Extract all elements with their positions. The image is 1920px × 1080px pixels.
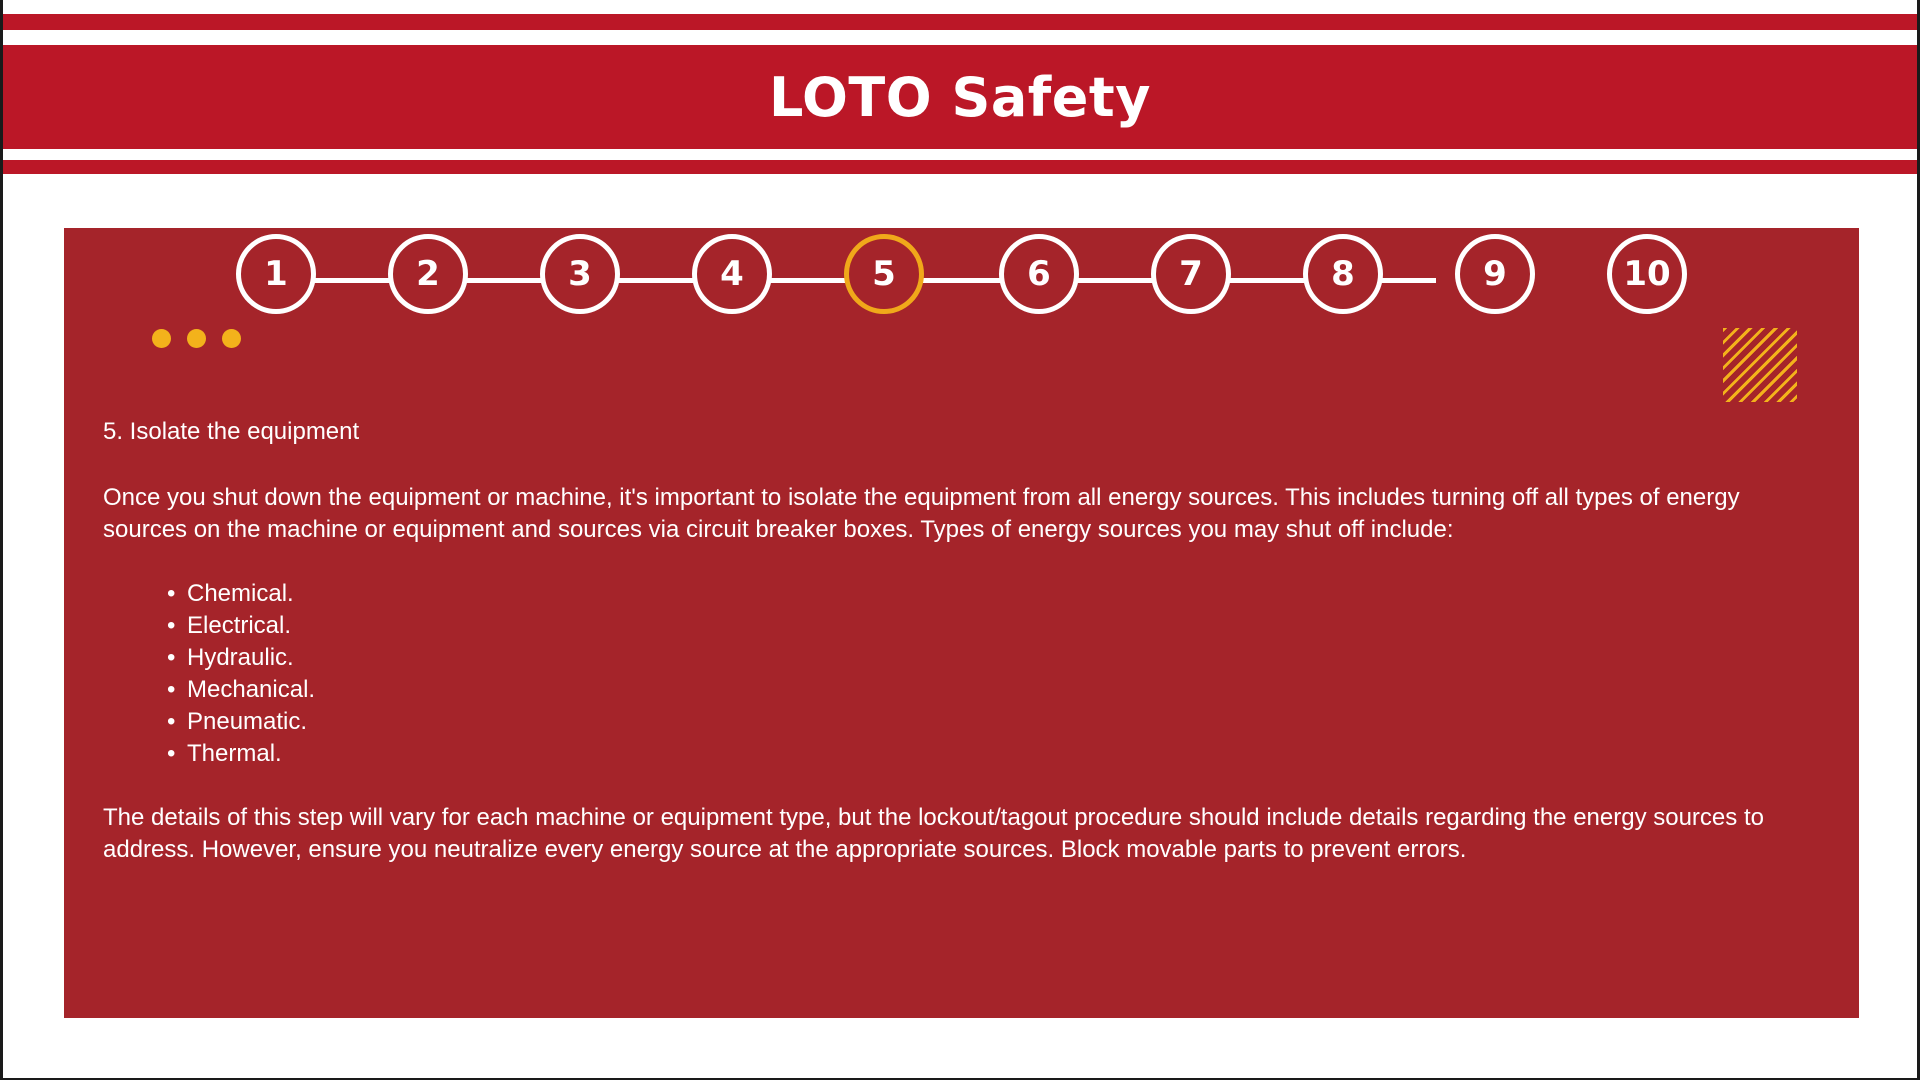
dot-icon	[152, 329, 171, 348]
outro-paragraph: The details of this step will vary for each machine or equipment type, but the lockout/tagout procedure should include details regarding the energy sources to address. However, ensure you neutralize every energy source at the appropriate sources. Block movable parts to prevent errors.	[103, 804, 1764, 863]
step-button-8[interactable]: 8	[1303, 234, 1383, 314]
list-item: • Electrical.	[167, 610, 1823, 642]
step-button-1[interactable]: 1	[236, 234, 316, 314]
list-item: • Thermal.	[167, 738, 1823, 770]
slide	[3, 0, 1917, 1078]
hatch-pattern-icon	[1723, 328, 1797, 402]
step-button-10[interactable]: 10	[1607, 234, 1687, 314]
step-button-9[interactable]: 9	[1455, 234, 1535, 314]
list-item: • Pneumatic.	[167, 706, 1823, 738]
header-stripe-top	[3, 14, 1917, 30]
header-band	[3, 45, 1917, 149]
step-heading: 5. Isolate the equipment	[103, 418, 360, 445]
step-content	[103, 416, 1823, 866]
step-button-2[interactable]: 2	[388, 234, 468, 314]
dot-icon	[187, 329, 206, 348]
step-button-7[interactable]: 7	[1151, 234, 1231, 314]
intro-paragraph: Once you shut down the equipment or machine, it's important to isolate the equipment from all energy sources. This includes turning off all types of energy sources on the machine or equipment and sources via circuit breaker boxes. Types of energy sources you may shut off include:	[103, 484, 1740, 543]
header-stripe-bottom	[3, 160, 1917, 174]
list-item: • Hydraulic.	[167, 642, 1823, 674]
page-title: LOTO Safety	[769, 65, 1151, 129]
step-button-6[interactable]: 6	[999, 234, 1079, 314]
decorative-dots	[152, 329, 241, 348]
dot-icon	[222, 329, 241, 348]
step-button-3[interactable]: 3	[540, 234, 620, 314]
energy-source-list	[103, 578, 1823, 770]
list-item: • Chemical.	[167, 578, 1823, 610]
list-item: • Mechanical.	[167, 674, 1823, 706]
step-button-5[interactable]: 5	[844, 234, 924, 314]
step-button-4[interactable]: 4	[692, 234, 772, 314]
step-navigator	[236, 234, 1671, 326]
content-panel	[64, 228, 1859, 1018]
